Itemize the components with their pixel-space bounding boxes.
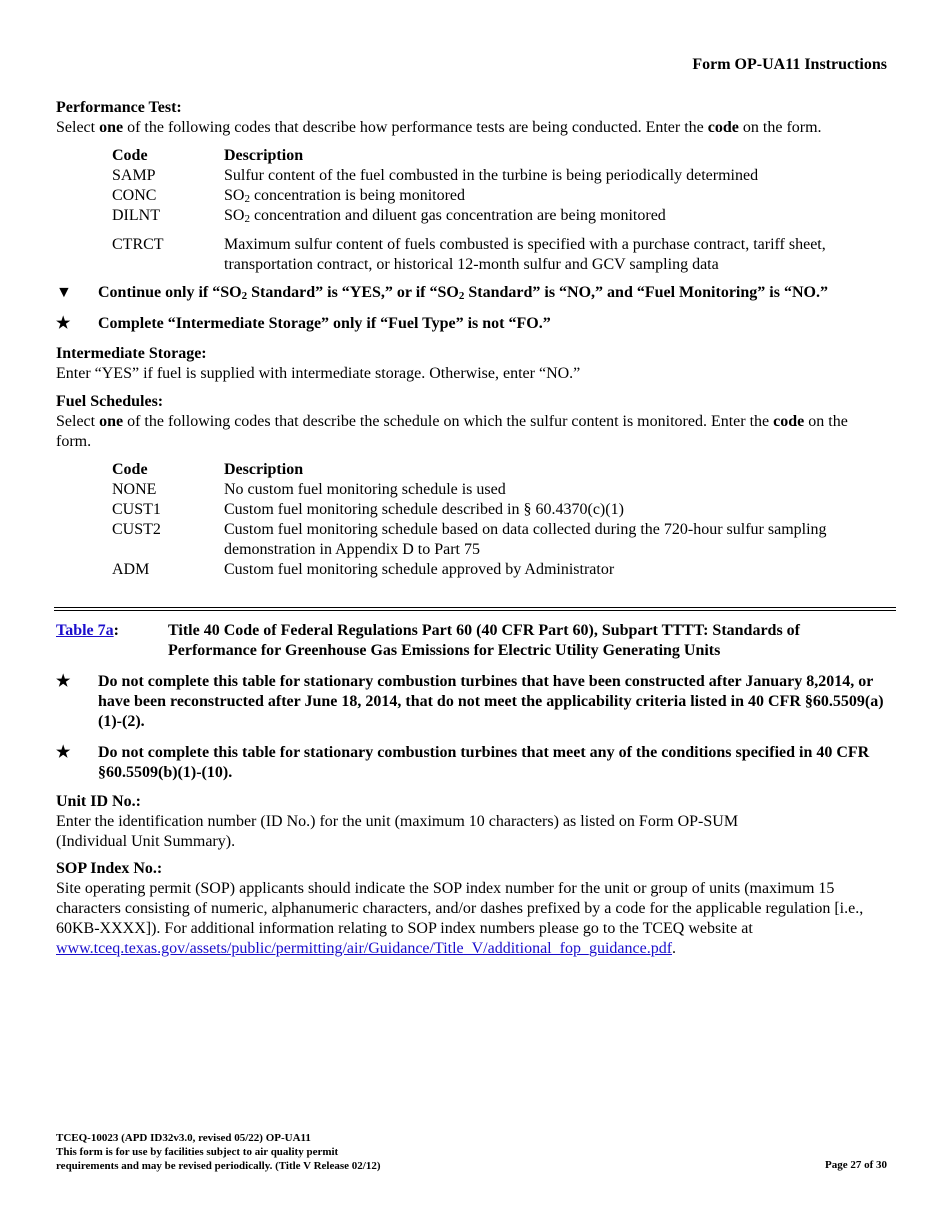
performance-test-section [56, 98, 886, 138]
note-a [56, 672, 886, 732]
table-row [112, 186, 874, 206]
triangle-down-icon: ▼ [56, 284, 72, 301]
star-icon: ★ [56, 744, 71, 761]
table-row [112, 480, 874, 500]
fuel-schedules-table [112, 460, 942, 580]
table-row [112, 206, 874, 226]
fuel-schedules-intro: Select one of the following codes that describe the schedule on which the sulfur content is monitored. Enter the code on the form. [56, 413, 848, 450]
intermediate-storage-section [56, 344, 886, 384]
col-desc-header: Description [224, 461, 304, 478]
code-cell: CUST1 [112, 501, 161, 518]
section-divider [54, 607, 896, 608]
form-title: Form OP-UA11 Instructions [692, 56, 887, 73]
intermediate-storage-text: Enter “YES” if fuel is supplied with intermediate storage. Otherwise, enter “NO.” [56, 365, 581, 382]
page-number: Page 27 of 30 [824, 1159, 887, 1171]
performance-test-intro: Select one of the following codes that describe how performance tests are being conducted. Enter the code on the form. [56, 119, 822, 136]
sop-index-section [56, 859, 886, 959]
table-row [112, 560, 874, 580]
fuel-schedules-heading: Fuel Schedules: [56, 393, 164, 410]
desc-cell: Sulfur content of the fuel combusted in the turbine is being periodically determined [224, 167, 759, 184]
footer-line: requirements and may be revised periodically. (Title V Release 02/12) [56, 1160, 381, 1172]
footer-line: TCEQ-10023 (APD ID32v3.0, revised 05/22) OP-UA11 [56, 1132, 311, 1144]
note-b [56, 743, 886, 783]
code-cell: ADM [112, 561, 150, 578]
footer-line: This form is for use by facilities subject to air quality permit [56, 1146, 339, 1158]
tceq-guidance-link[interactable]: www.tceq.texas.gov/assets/public/permitting/air/Guidance/Title_V/additional_fop_guidance.pdf [56, 940, 673, 957]
col-code-header: Code [112, 147, 148, 164]
table-7a-title: Title 40 Code of Federal Regulations Part 60 (40 CFR Part 60), Subpart TTTT: Standards of Performance for Greenhouse Gas Emissions for Electric Utility Generating Units [168, 622, 800, 659]
desc-cell: Custom fuel monitoring schedule approved by Administrator [224, 561, 615, 578]
performance-test-heading: Performance Test: [56, 99, 182, 116]
table-row [112, 520, 874, 560]
intermediate-storage-heading: Intermediate Storage: [56, 345, 207, 362]
table-row [112, 226, 874, 275]
desc-cell: Maximum sulfur content of fuels combusted is specified with a purchase contract, tariff sheet, transportation contract, or historical 12-month sulfur and GCV sampling data [224, 236, 826, 273]
col-desc-header: Description [224, 147, 304, 164]
sop-index-heading: SOP Index No.: [56, 860, 163, 877]
unit-id-heading: Unit ID No.: [56, 793, 141, 810]
code-cell: CTRCT [112, 236, 164, 253]
table-7a-colon: : [113, 622, 119, 639]
fuel-schedules-section [56, 392, 886, 452]
code-cell: SAMP [112, 167, 156, 184]
code-cell: NONE [112, 481, 157, 498]
table-row [112, 500, 874, 520]
sop-index-text: Site operating permit (SOP) applicants should indicate the SOP index number for the unit or group of units (maximum 15 characters consisting of numeric, alphanumeric characters, and/or dashes prefixed by a code for the applicable regulation [i.e., 60KB-XXXX]). For additional information relating to SOP index numbers please go to the TCEQ website at www.tceq.texas.gov/assets/public/permitting/air/Guidance/Title_V/additional_fop_guidance.pdf. [56, 880, 864, 957]
table-7a-heading [56, 621, 886, 661]
col-code-header: Code [112, 461, 148, 478]
star-icon: ★ [56, 315, 71, 332]
desc-cell: No custom fuel monitoring schedule is used [224, 481, 506, 498]
note-b-text: Do not complete this table for stationary combustion turbines that meet any of the conditions specified in 40 CFR §60.5509(b)(1)-(10). [98, 744, 870, 781]
note-a-text: Do not complete this table for stationary combustion turbines that have been constructed after January 8,2014, or have been reconstructed after June 18, 2014, that do not meet the applicability criteria listed in 40 CFR §60.5509(a)(1)-(2). [98, 673, 884, 730]
desc-cell: Custom fuel monitoring schedule described in § 60.4370(c)(1) [224, 501, 624, 518]
desc-cell: $SO_2$ concentration and diluent gas concentration are being monitored [224, 207, 666, 225]
star-icon: ★ [56, 673, 71, 690]
code-cell: CUST2 [112, 521, 161, 538]
intermediate-note [56, 314, 886, 334]
footer [56, 1131, 380, 1173]
unit-id-text: Enter the identification number (ID No.) for the unit (maximum 10 characters) as listed on Form OP-SUM (Individual Unit Summary). [56, 813, 739, 850]
table-7a-link[interactable]: Table 7a [56, 622, 114, 639]
desc-cell: $SO_2$ concentration is being monitored [224, 187, 466, 205]
section-divider [54, 610, 896, 611]
table-row [112, 166, 874, 186]
desc-cell: Custom fuel monitoring schedule based on data collected during the 720-hour sulfur sampling demonstration in Appendix D to Part 75 [224, 521, 827, 558]
performance-test-table [112, 146, 942, 275]
unit-id-section [56, 792, 886, 852]
code-cell: DILNT [112, 207, 160, 224]
intermediate-note-text: Complete “Intermediate Storage” only if “Fuel Type” is not “FO.” [98, 315, 551, 332]
code-cell: CONC [112, 187, 157, 204]
continue-note: ▼ Continue only if “$SO_2$ Standard” is “YES,” or if “$SO_2$ Standard” is “NO,” and “Fuel Monitoring” is “NO.” [56, 284, 828, 302]
